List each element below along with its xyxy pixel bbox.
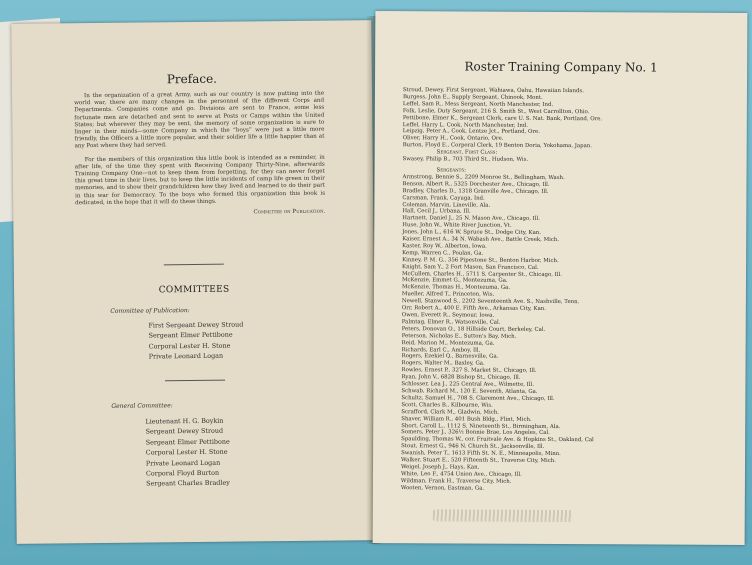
roster-entry: Swasey, Philip B., 703 Third St., Hudson, Wis. bbox=[402, 156, 529, 163]
preface-paragraph-1: In the organization of a great Army, such as our country is now putting into the world war, there are many changes in the personnel of the different Corps and Departments. Companies come and go. Divisions are sent to France, some less fortunate men are detached and sent to serve at Posts or Camps within the United States; but wherever they may be sent, the memory of some organization is sure to linger in their minds—some Company in which the “boys” were just a little more friendly, the Officers a little more popular, and their soldier life a little happier than at any Post where they had served. bbox=[74, 90, 325, 150]
roster-entry: Reid, Marion M., Montezuma, Ga. bbox=[401, 339, 495, 347]
roster-entry: Mueller, Alfred T., Princeton, Wis. bbox=[401, 291, 495, 298]
roster-entry: Armstrong, Bennie S., 2209 Monroe St., Bellingham, Wash. bbox=[402, 174, 565, 181]
preface-paragraph-2: For the members of this organization this little book is intended as a reminder, in after life, of the time they spent with Receiving Company Thirty-Nine, afterwards Training Company One—not to keep them from forgetting, for they can never forget this great time in their lives, but to keep the little incidents of camp life green in their memories, and to show their grandchildren how they lived and learned to do their part in this war for Democracy. To the boys who formed this organization this book is dedicated, in the hope that it will do these things. bbox=[74, 154, 326, 207]
roster-entry: Spaulding, Thomas W., cor. Fruitvale Ave. & Hopkins St., Oakland, Cal bbox=[401, 436, 594, 444]
right-page bbox=[373, 11, 748, 545]
roster-entry: Leipzig, Peter A., Cook, Lentze Jct., Portland, Ore. bbox=[402, 128, 540, 136]
publication-member-list bbox=[148, 319, 243, 362]
preface-title: Preface. bbox=[166, 71, 218, 87]
list-item: Sergeant Dewey Stroud bbox=[145, 427, 224, 436]
roster-entry: Stroud, Dewey, First Sergeant, Wahiawa, Oahu, Hawaiian Islands. bbox=[402, 87, 584, 95]
roster-entry: Carsman, Frank, Cayuga, Ind. bbox=[402, 194, 485, 202]
roster-entry: McCullem, Charles H., 5711 S. Carpenter St., Chicago, Ill. bbox=[402, 270, 562, 278]
committees-title: COMMITTEES bbox=[158, 284, 230, 296]
divider-rule bbox=[165, 380, 225, 382]
roster-entry: Somers, Peter J., 326½ Bonnie Brae, Los Angeles, Cal. bbox=[401, 429, 550, 437]
roster-entry: Scott, Charles B., Kilbourne, Wis. bbox=[401, 401, 493, 409]
roster-entry: Rogers, Walter M., Baxley, Ga. bbox=[401, 360, 485, 367]
ink-stamp bbox=[433, 509, 573, 522]
general-committee-heading: General Committee: bbox=[111, 402, 173, 410]
roster-entry: Shaver, William R., 401 Bush Bldg., Flint, Mich. bbox=[401, 415, 532, 423]
roster-entry: Newell, Stanwood S., 2202 Seventeenth Ave. S., Nashville, Tenn. bbox=[401, 298, 580, 306]
roster-entry: Swanish, Peter T., 1613 Fifth St. N. E., Minneapolis, Minn. bbox=[401, 450, 561, 458]
roster-entry: McKenzie, Thomas H., Montezuma, Ga. bbox=[401, 284, 511, 292]
roster-entry: Short, Caroll L., 1112 S. Nineteenth St., Birmingham, Ala. bbox=[401, 422, 561, 430]
list-item: Sergeant Elmer Pettibone bbox=[148, 331, 233, 340]
roster-entry: Bradley, Charles D., 1318 Granville Ave., Chicago, Ill. bbox=[402, 187, 549, 195]
roster-entry: Coleman, Marvin, Lineville, Ala. bbox=[402, 201, 491, 209]
roster-entry: Hartnett, Daniel J., 25 N. Mason Ave., Chicago, Ill. bbox=[402, 215, 540, 223]
list-item: Sergeant Elmer Pettibone bbox=[145, 437, 230, 447]
roster-entry: Schlosser, Lea J., 225 Central Ave., Wilmette, Ill. bbox=[401, 381, 535, 388]
roster-entry: Peters, Donovan O., 18 Hillside Court, Berkeley, Cal. bbox=[401, 325, 546, 333]
roster-entry: Orr, Robert A., 400 E. Fifth Ave., Arkansas City, Kan. bbox=[401, 305, 547, 313]
roster-entry: White, Leo F., 4754 Union Ave., Chicago, Ill. bbox=[400, 471, 522, 478]
list-item: First Sergeant Dewey Stroud bbox=[148, 320, 244, 330]
list-item: Corporal Lester H. Stone bbox=[148, 341, 231, 351]
list-item: Private Leonard Logan bbox=[148, 351, 224, 361]
roster-entry: Burgess, John E., Supply Sergeant, Chinook, Mont. bbox=[402, 94, 543, 101]
roster-entry: Pettibone, Elmer K., Sergeant Clerk, care U. S. Nat. Bank, Portland, Ore. bbox=[402, 114, 603, 122]
roster-entry: Kinney, P. M. G., 356 Pipestone St., Benton Harbor, Mich. bbox=[402, 256, 559, 264]
roster-entry: Benson, Albert R., 5325 Dorchester Ave., Chicago, Ill. bbox=[402, 180, 550, 188]
roster-entry: Huse, John W., White River Junction, Vt. bbox=[402, 222, 512, 229]
roster-entry: McKenzie, Emmet G., Montezuma, Ga. bbox=[401, 277, 508, 285]
roster-entry: Wildman, Frank H., Traverse City, Mich. bbox=[400, 477, 512, 485]
roster-entry: Scrafford, Clark M., Gladwin, Mich. bbox=[401, 408, 500, 416]
preface-signoff: Committee on Publication. bbox=[253, 208, 326, 216]
roster-entry: Folk, Leslie, Duty Sergeant, 216 S. Smith St., West Carrollton, Ohio. bbox=[402, 107, 590, 115]
roster-entry: Hall, Cecil J., Urbana, Ill. bbox=[402, 208, 471, 215]
roster-entry: Rowles, Ernest P., 327 S. Market St., Chicago, Ill. bbox=[401, 367, 537, 375]
roster-entry: Schultz, Samuel H., 708 S. Claremont Ave., Chicago, Ill. bbox=[401, 395, 555, 402]
left-page bbox=[11, 20, 376, 544]
preface-body bbox=[74, 91, 325, 219]
roster-entry: Leffel, Harry L. Cook, North Manchester, Ind. bbox=[402, 121, 528, 129]
roster-entry: Rogers, Ezekiel Q., Barnesville, Ga. bbox=[401, 353, 499, 361]
roster-entry: Ryan, John V., 6828 Bishop St., Chicago, Ill. bbox=[401, 374, 521, 381]
list-item: Corporal Lester H. Stone bbox=[145, 447, 228, 457]
list-item: Lieutenant H. G. Boykin bbox=[145, 416, 224, 426]
roster-entry: Jones, John L., 616 W. Spruce St., Dodge City, Kan. bbox=[402, 229, 542, 237]
roster-entry: Weigel, Joseph J., Hays, Kan. bbox=[400, 464, 480, 471]
list-item: Sergeant Charles Bradley bbox=[146, 479, 230, 488]
roster-entry: Schwab, Richard M., 120 E. Seventh, Atlanta, Ga. bbox=[401, 388, 538, 395]
section-heading-first-class: Sergeant, First Class: bbox=[436, 149, 498, 156]
roster-entry: Peterson, Nicholas E., Sutton's Bay, Mich. bbox=[401, 332, 517, 340]
publication-committee-heading: Committee of Publication: bbox=[110, 307, 190, 315]
roster-entry: Oliver, Harry H., Cook, Ontario, Ore. bbox=[402, 135, 504, 143]
roster-entry: Walker, Stuart E., 520 Fifteenth St., Traverse City, Mich. bbox=[401, 457, 556, 465]
roster-entry: Leffel, Sam R., Mess Sergeant, North Manchester, Ind. bbox=[402, 100, 554, 108]
roster-entry: Kemp, Warren C., Poulan, Ga. bbox=[402, 250, 484, 257]
section-heading-sergeants: Sergeants: bbox=[436, 167, 466, 174]
list-item: Corporal Floyd Burton bbox=[145, 468, 220, 478]
roster-entry: Stout, Ernest G., 946 N. Church St., Jacksonville, Ill. bbox=[401, 443, 545, 451]
divider-rule bbox=[164, 264, 224, 266]
general-member-list bbox=[145, 416, 230, 490]
roster-entry: Owen, Everett R., Seymour, Iowa. bbox=[401, 312, 495, 319]
roster-entry: Kaster, Roy W., Alberton, Iowa. bbox=[402, 243, 487, 250]
roster-entry: Palmtag, Elmer R., Watsonville, Cal. bbox=[401, 319, 501, 326]
roster-entry: Knight, Sam Y., 2 Fort Mason, San Francisco, Cal. bbox=[402, 263, 539, 271]
roster-entry: Burton, Floyd E., Corporal Clerk, 19 Benton Doria, Yokohama, Japan. bbox=[402, 142, 593, 150]
roster-list bbox=[401, 87, 723, 493]
roster-entry: Kaiser, Ernest A., 34 N. Wabash Ave., Battle Creek, Mich. bbox=[402, 236, 560, 244]
roster-title: Roster Training Company No. 1 bbox=[464, 59, 658, 75]
roster-entry: Richards, Earl C., Amboy, Ill. bbox=[401, 346, 481, 354]
list-item: Private Leonard Logan bbox=[145, 458, 221, 468]
roster-entry: Wooten, Vernon, Eastman, Ga. bbox=[400, 484, 485, 492]
